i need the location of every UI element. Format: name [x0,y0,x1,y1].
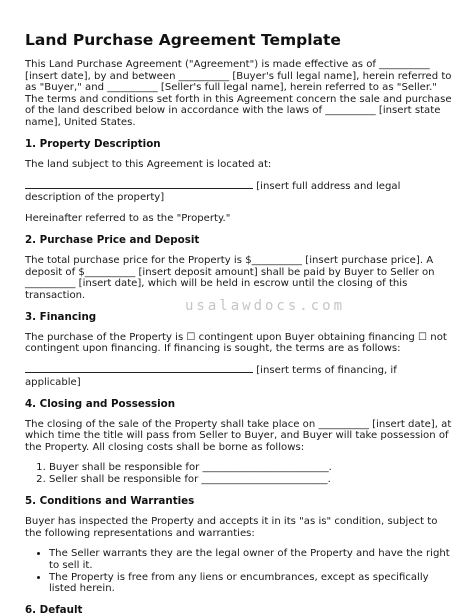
section-3-heading: 3. Financing [25,310,97,323]
financing-blank [25,364,253,373]
section-2-heading: 2. Purchase Price and Deposit [25,233,200,246]
section-3-financing-hint: [insert terms of financing, if applicable] [25,365,397,388]
intro-paragraph: This Land Purchase Agreement ("Agreement") is made effective as of __________ [insert date], by and between __________ [Buyer's full legal name], herein referred to as "Buyer," and __________ [Seller's full legal name], herein referred to as "Seller." The terms and conditions set forth in this Agreement concern the sale and purchase of the land described below in accordance with the laws of __________ [insert state name], United States. [25,59,452,128]
section-4-paragraph-1: The closing of the sale of the Property shall take place on __________ [insert date], at which time the title will pass from Seller to Buyer, and Buyer will take possession of the Property. All closing costs shall be borne as follows: [25,418,452,453]
section-2-paragraph-1: The total purchase price for the Property is $__________ [insert purchase price]. A deposit of $__________ [insert deposit amount] shall be paid by Buyer to Seller on __________ [insert date], which will be held in escrow until the closing of this transaction. [25,254,435,301]
section-1-address-line [25,180,455,204]
section-5-paragraph-1: Buyer has inspected the Property and accepts it in its "as is" condition, subject to the following representations and warranties: [25,516,438,539]
closing-costs-list [25,462,455,485]
section-4-heading: 4. Closing and Possession [25,397,176,410]
section-1-paragraph-1: The land subject to this Agreement is located at: [25,159,272,171]
watermark-text: usalawdocs.com [185,298,346,314]
section-1-paragraph-3: Hereinafter referred to as the "Property." [25,212,231,224]
section-1-heading: 1. Property Description [25,138,161,151]
list-item: • The Seller warrants they are the legal owner of the Property and have the right to sell it. [49,548,455,571]
list-item: • The Property is free from any liens or encumbrances, except as specifically listed herein. [49,572,455,595]
list-item: 1. Buyer shall be responsible for _________________________. [49,462,455,474]
section-5-heading: 5. Conditions and Warranties [25,495,195,508]
section-1-address-hint: [insert full address and legal description of the property] [25,180,401,204]
warranties-list [25,548,455,594]
section-6-heading: 6. Default [25,604,83,616]
list-item: 2. Seller shall be responsible for _________________________. [49,474,455,486]
address-blank [25,180,253,189]
document-title: Land Purchase Agreement Template [25,31,341,49]
section-3-financing-line [25,364,455,388]
section-3-paragraph-1: The purchase of the Property is ☐ contingent upon Buyer obtaining financing ☐ not contingent upon financing. If financing is sought, the terms are as follows: [25,331,447,355]
document-page [25,30,455,616]
